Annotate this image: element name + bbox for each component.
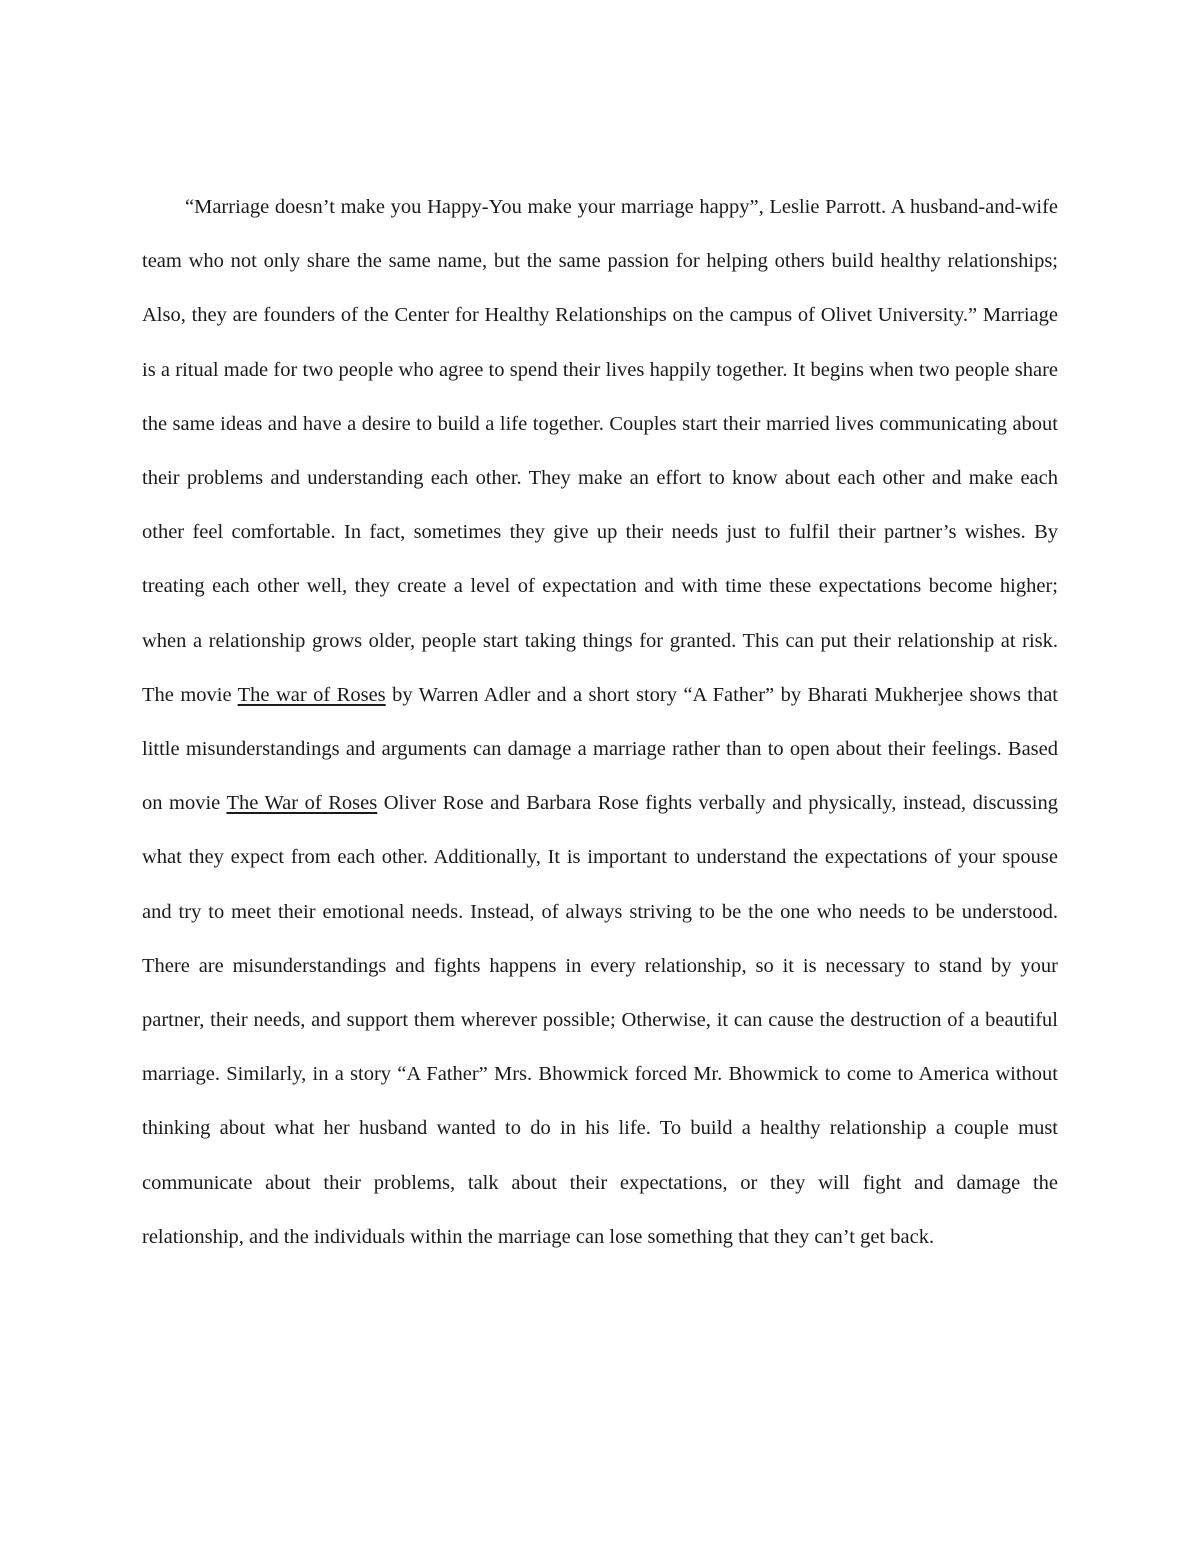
- paragraph-text-segment-2: by Warren Adler and a short story “A Father” by Bharati Mukherjee shows that little misunderstandings and arguments can damage a marriage rather than to open about their feelings. Based on movie: [142, 683, 1059, 815]
- paragraph-text-segment-1: “Marriage doesn’t make you Happy-You make your marriage happy”, Leslie Parrott. A husband-and-wife team who not only share the same name, but the same passion for helping others build healthy relationships; Also, they are founders of the Center for Healthy Relationships on the campus of Olivet University.” Marriage is a ritual made for two people who agree to spend their lives happily together. It begins when two people share the same ideas and have a desire to build a life together. Couples start their married lives communicating about their problems and understanding each other. They make an effort to know about each other and make each other feel comfortable. In fact, sometimes they give up their needs just to fulfil their partner’s wishes. By treating each other well, they create a level of expectation and with time these expectations become higher; when a relationship grows older, people start taking things for granted. This can put their relationship at risk. The movie: [142, 196, 1058, 706]
- paragraph-text-segment-3: Oliver Rose and Barbara Rose fights verbally and physically, instead, discussing what they expect from each other. Additionally, It is important to understand the expectations of your spouse and try to meet their emotional needs. Instead, of always striving to be the one who needs to be understood. There are misunderstandings and fights happens in every relationship, so it is necessary to stand by your partner, their needs, and support them wherever possible; Otherwise, it can cause the destruction of a beautiful marriage. Similarly, in a story “A Father” Mrs. Bhowmick forced Mr. Bhowmick to come to America without thinking about what her husband wanted to do in his life. To build a healthy relationship a couple must communicate about their problems, talk about their expectations, or they will fight and damage the relationship, and the individuals within the marriage can lose something that they can’t get back.: [142, 792, 1058, 1248]
- movie-title-reference-1: The war of Roses: [237, 683, 386, 706]
- movie-title-reference-2: The War of Roses: [226, 792, 378, 815]
- body-paragraph: [142, 180, 1058, 1264]
